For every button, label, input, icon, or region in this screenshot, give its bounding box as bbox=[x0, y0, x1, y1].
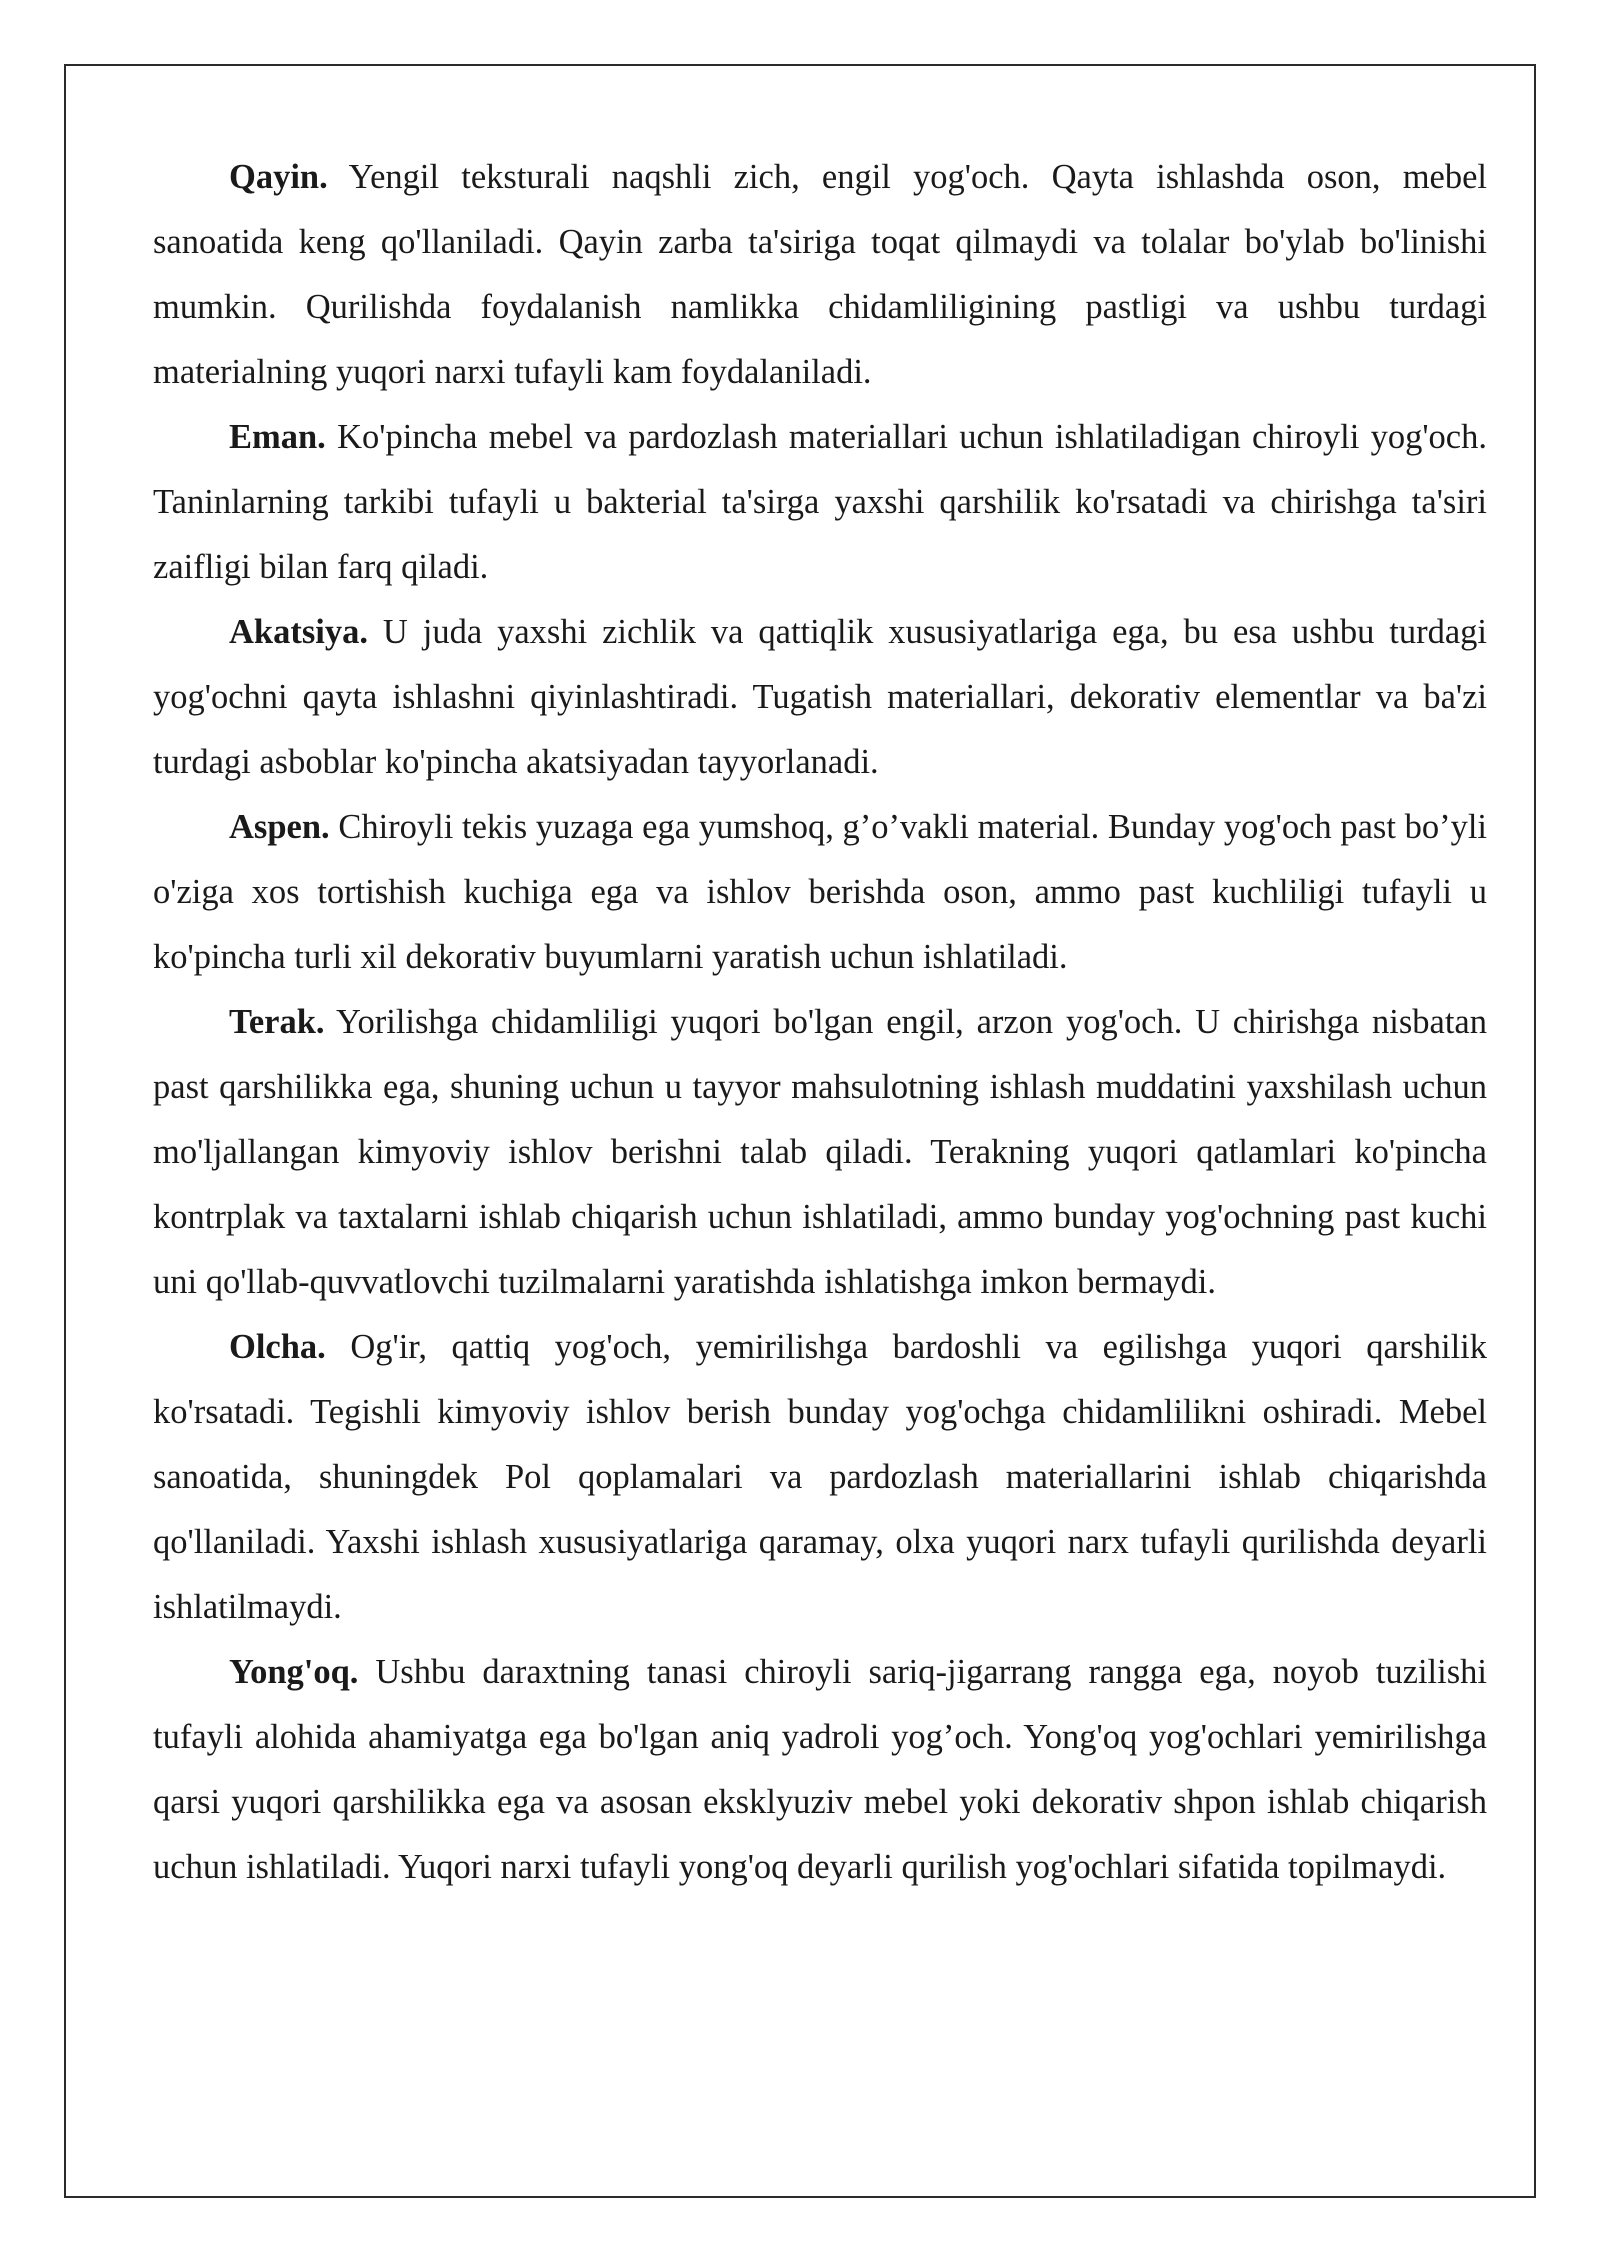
paragraph-aspen bbox=[153, 795, 1487, 990]
paragraph-term: Terak. bbox=[229, 1003, 325, 1041]
paragraph-akatsiya bbox=[153, 600, 1487, 795]
paragraph-text: Yengil teksturali naqshli zich, engil yog'och. Qayta ishlashda oson, mebel sanoatida keng qo'llaniladi. Qayin zarba ta'siriga toqat qilmaydi va tolalar bo'ylab bo'linishi mumkin. Qurilishda foydalanish namlikka chidamliligining pastligi va ushbu turdagi materialning yuqori narxi tufayli kam foydalaniladi. bbox=[153, 158, 1487, 391]
paragraph-terak bbox=[153, 990, 1487, 1315]
paragraph-text: Ko'pincha mebel va pardozlash materiallari uchun ishlatiladigan chiroyli yog'och. Taninlarning tarkibi tufayli u bakterial ta'sirga yaxshi qarshilik ko'rsatadi va chirishga ta'siri zaifligi bilan farq qiladi. bbox=[153, 418, 1487, 586]
paragraph-eman bbox=[153, 405, 1487, 600]
paragraph-qayin bbox=[153, 145, 1487, 405]
paragraph-text: Yorilishga chidamliligi yuqori bo'lgan engil, arzon yog'och. U chirishga nisbatan past qarshilikka ega, shuning uchun u tayyor mahsulotning ishlash muddatini yaxshilash uchun mo'ljallangan kimyoviy ishlov berishni talab qiladi. Terakning yuqori qatlamlari ko'pincha kontrplak va taxtalarni ishlab chiqarish uchun ishlatiladi, ammo bunday yog'ochning past kuchi uni qo'llab-quvvatlovchi tuzilmalarni yaratishda ishlatishga imkon bermaydi. bbox=[153, 1003, 1487, 1301]
paragraph-term: Qayin. bbox=[229, 158, 328, 196]
paragraph-text: Og'ir, qattiq yog'och, yemirilishga bardoshli va egilishga yuqori qarshilik ko'rsatadi. Tegishli kimyoviy ishlov berish bunday yog'ochga chidamlilikni oshiradi. Mebel sanoatida, shuningdek Pol qoplamalari va pardozlash materiallarini ishlab chiqarishda qo'llaniladi. Yaxshi ishlash xususiyatlariga qaramay, olxa yuqori narx tufayli qurilishda deyarli ishlatilmaydi. bbox=[153, 1328, 1487, 1626]
paragraph-text: Chiroyli tekis yuzaga ega yumshoq, g’o’vakli material. Bunday yog'och past bo’yli o'ziga xos tortishish kuchiga ega va ishlov berishda oson, ammo past kuchliligi tufayli u ko'pincha turli xil dekorativ buyumlarni yaratish uchun ishlatiladi. bbox=[153, 808, 1487, 976]
paragraph-olcha bbox=[153, 1315, 1487, 1640]
paragraph-text: Ushbu daraxtning tanasi chiroyli sariq-jigarrang rangga ega, noyob tuzilishi tufayli alohida ahamiyatga ega bo'lgan aniq yadroli yog’och. Yong'oq yog'ochlari yemirilishga qarsi yuqori qarshilikka ega va asosan eksklyuziv mebel yoki dekorativ shpon ishlab chiqarish uchun ishlatiladi. Yuqori narxi tufayli yong'oq deyarli qurilish yog'ochlari sifatida topilmaydi. bbox=[153, 1653, 1487, 1886]
paragraph-term: Eman. bbox=[229, 418, 326, 456]
paragraph-term: Aspen. bbox=[229, 808, 330, 846]
paragraph-yongoq bbox=[153, 1640, 1487, 1900]
paragraph-term: Akatsiya. bbox=[229, 613, 368, 651]
paragraph-term: Yong'oq. bbox=[229, 1653, 359, 1691]
paragraph-term: Olcha. bbox=[229, 1328, 326, 1366]
document-body bbox=[153, 145, 1487, 1900]
paragraph-text: U juda yaxshi zichlik va qattiqlik xususiyatlariga ega, bu esa ushbu turdagi yog'ochni qayta ishlashni qiyinlashtiradi. Tugatish materiallari, dekorativ elementlar va ba'zi turdagi asboblar ko'pincha akatsiyadan tayyorlanadi. bbox=[153, 613, 1487, 781]
